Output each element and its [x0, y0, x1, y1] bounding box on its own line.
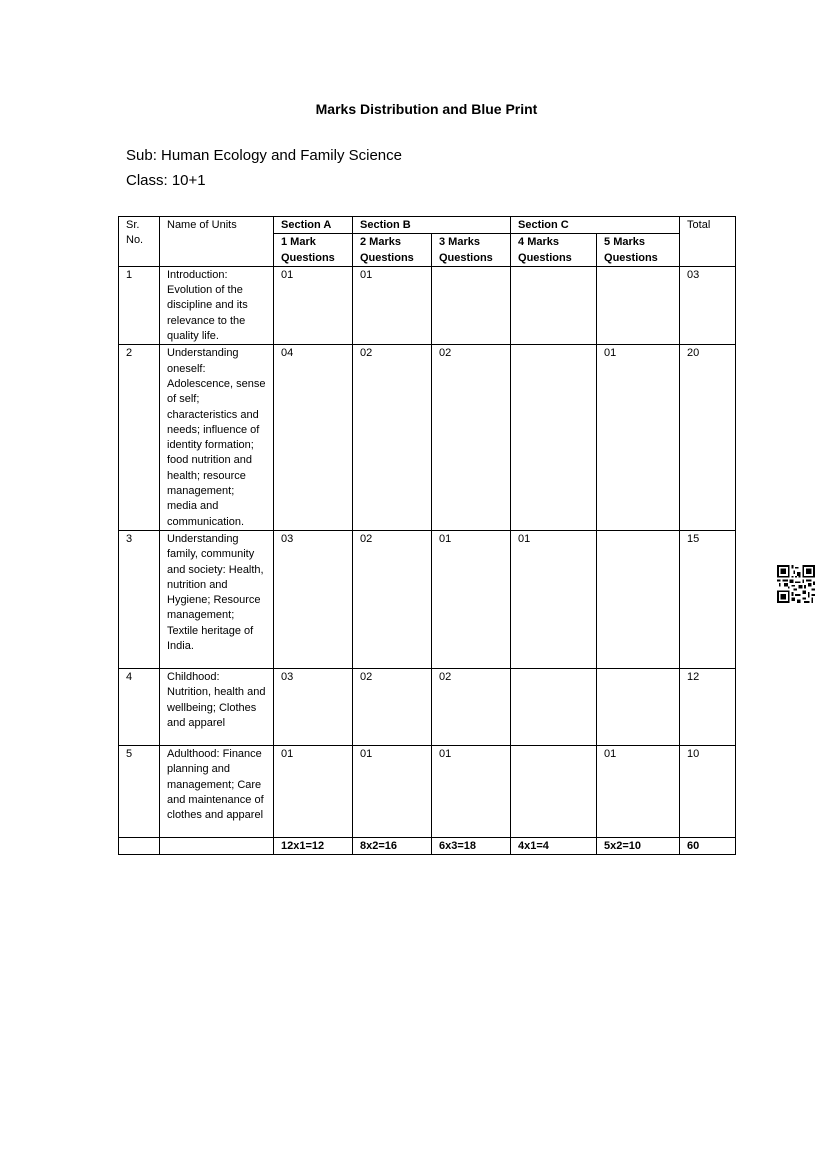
totals-total: 60: [680, 837, 736, 854]
row-unit: Understanding family, community and society: Health, nutrition and Hygiene; Resource management; Textile heritage of India.: [160, 530, 274, 668]
header-section-a: Section A: [274, 217, 353, 234]
row-total: 20: [680, 345, 736, 531]
row-3-marks: [432, 266, 511, 344]
row-sr: 5: [119, 745, 160, 837]
row-total: 15: [680, 530, 736, 668]
header-section-b: Section B: [353, 217, 511, 234]
totals-1-mark: 12x1=12: [274, 837, 353, 854]
header-2-marks: 2 Marks Questions: [353, 234, 432, 267]
row-sr: 3: [119, 530, 160, 668]
row-unit: Understanding oneself: Adolescence, sense of self; characteristics and needs; influence of identity formation; food nutrition and health; resource management; media and communication.: [160, 345, 274, 531]
header-5-marks: 5 Marks Questions: [597, 234, 680, 267]
row-sr: 1: [119, 266, 160, 344]
row-2-marks: 02: [353, 530, 432, 668]
header-section-c: Section C: [511, 217, 680, 234]
row-1-mark: 03: [274, 530, 353, 668]
row-1-mark: 01: [274, 266, 353, 344]
row-1-mark: 01: [274, 745, 353, 837]
header-4-marks: 4 Marks Questions: [511, 234, 597, 267]
table-row: [119, 266, 736, 344]
row-5-marks: [597, 668, 680, 745]
row-sr: 2: [119, 345, 160, 531]
row-2-marks: 02: [353, 345, 432, 531]
row-unit: Introduction: Evolution of the discipline and its relevance to the quality life.: [160, 266, 274, 344]
table-row: [119, 668, 736, 745]
subject-line: Sub: Human Ecology and Family Science: [126, 147, 402, 164]
header-total: Total: [680, 217, 736, 267]
row-sr: 4: [119, 668, 160, 745]
table-row: [119, 345, 736, 531]
totals-row: [119, 837, 736, 854]
row-total: 12: [680, 668, 736, 745]
row-4-marks: [511, 668, 597, 745]
row-1-mark: 04: [274, 345, 353, 531]
row-4-marks: [511, 266, 597, 344]
row-unit: Childhood: Nutrition, health and wellbeing; Clothes and apparel: [160, 668, 274, 745]
header-1-mark: 1 Mark Questions: [274, 234, 353, 267]
totals-5-marks: 5x2=10: [597, 837, 680, 854]
row-2-marks: 02: [353, 668, 432, 745]
row-4-marks: [511, 745, 597, 837]
header-3-marks: 3 Marks Questions: [432, 234, 511, 267]
row-total: 03: [680, 266, 736, 344]
header-name-of-units: Name of Units: [160, 217, 274, 267]
class-line: Class: 10+1: [126, 172, 206, 189]
row-3-marks: 01: [432, 745, 511, 837]
blueprint-table: [118, 216, 736, 855]
totals-3-marks: 6x3=18: [432, 837, 511, 854]
totals-2-marks: 8x2=16: [353, 837, 432, 854]
row-unit: Adulthood: Finance planning and management; Care and maintenance of clothes and apparel: [160, 745, 274, 837]
row-1-mark: 03: [274, 668, 353, 745]
header-sr-no: Sr. No.: [119, 217, 160, 267]
row-3-marks: 02: [432, 345, 511, 531]
row-3-marks: 01: [432, 530, 511, 668]
row-2-marks: 01: [353, 266, 432, 344]
totals-sr: [119, 837, 160, 854]
qr-code-icon: [777, 565, 815, 603]
row-4-marks: [511, 345, 597, 531]
totals-4-marks: 4x1=4: [511, 837, 597, 854]
table-row: [119, 745, 736, 837]
row-2-marks: 01: [353, 745, 432, 837]
row-5-marks: [597, 266, 680, 344]
page-title: Marks Distribution and Blue Print: [315, 101, 538, 117]
row-3-marks: 02: [432, 668, 511, 745]
totals-unit: [160, 837, 274, 854]
row-5-marks: 01: [597, 745, 680, 837]
table-header-row: [119, 217, 736, 234]
row-5-marks: 01: [597, 345, 680, 531]
row-total: 10: [680, 745, 736, 837]
table-row: [119, 530, 736, 668]
row-4-marks: 01: [511, 530, 597, 668]
row-5-marks: [597, 530, 680, 668]
